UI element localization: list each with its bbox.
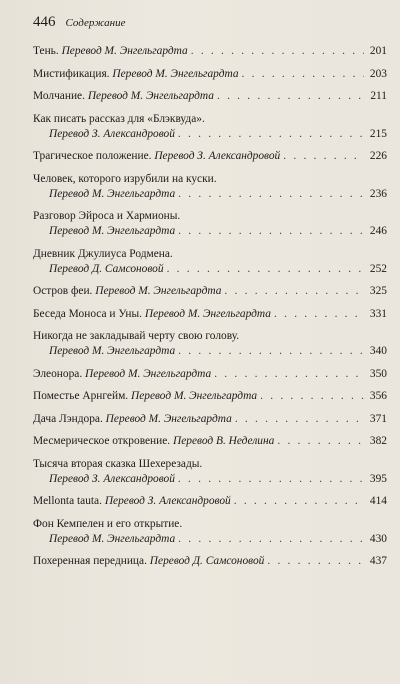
entry-page-number: 246	[369, 225, 387, 237]
entry-translator: Перевод З. Александровой	[49, 472, 175, 485]
entry-translator: Перевод З. Александровой	[154, 150, 281, 162]
dot-leader	[217, 89, 364, 104]
toc-entry-loss-of-breath	[33, 554, 387, 569]
entry-translator: Перевод В. Неделина	[173, 435, 275, 447]
entry-title: Mellonta tauta.	[33, 495, 105, 507]
dot-leader	[242, 67, 364, 82]
table-of-contents	[33, 44, 387, 577]
dot-leader	[234, 494, 364, 509]
entry-page-number: 252	[369, 262, 387, 275]
running-head: Содержание	[65, 17, 126, 29]
entry-translator: Перевод М. Энгельгардта	[112, 67, 239, 80]
entry-page-number: 325	[369, 285, 387, 297]
entry-translator: Перевод З. Александровой	[104, 495, 231, 507]
entry-translator: Перевод М. Энгельгардта	[49, 225, 176, 237]
toc-entry-mesmeric	[33, 434, 387, 449]
entry-page-number: 215	[369, 127, 387, 140]
toc-entry-used-up-man	[33, 172, 387, 202]
dot-leader	[178, 344, 364, 359]
entry-title: Фон Кемпелен и его открытие.	[33, 517, 183, 530]
entry-page-number: 211	[370, 90, 387, 102]
entry-page-number: 226	[369, 150, 387, 162]
toc-entry-julius-rodman	[33, 247, 387, 277]
entry-title: Человек, которого изрубили на куски.	[33, 172, 217, 185]
dot-leader	[224, 284, 364, 299]
entry-translator: Перевод М. Энгельгардта	[130, 390, 258, 402]
entry-title: Месмерическое откровение.	[33, 435, 174, 447]
entry-page-number: 201	[369, 45, 387, 57]
entry-page-number: 356	[369, 390, 387, 402]
toc-entry-monos-una	[33, 307, 387, 322]
dot-leader	[277, 434, 364, 449]
page-header	[33, 14, 126, 31]
entry-title: Как писать рассказ для «Блэквуда».	[33, 112, 205, 125]
toc-entry-arnheim	[33, 389, 387, 404]
entry-page-number: 236	[369, 187, 387, 200]
entry-title: Беседа Моноса и Уны.	[33, 307, 145, 320]
toc-entry-shadow	[33, 44, 387, 59]
entry-page-number: 414	[369, 495, 387, 507]
dot-leader	[178, 532, 364, 547]
entry-page-number: 340	[369, 345, 387, 357]
entry-translator: Перевод М. Энгельгардта	[105, 412, 232, 425]
entry-title: Тысяча вторая сказка Шехерезады.	[33, 457, 203, 470]
toc-entry-predicament	[33, 149, 387, 164]
entry-title: Дача Лэндора.	[33, 412, 106, 425]
toc-entry-landor	[33, 412, 387, 427]
toc-entry-eiros-charmion	[33, 209, 387, 239]
dot-leader	[191, 44, 364, 59]
dot-leader	[178, 224, 364, 239]
dot-leader	[274, 307, 364, 322]
entry-title: Тень.	[33, 45, 62, 57]
entry-translator: Перевод Д. Самсоновой	[149, 555, 265, 567]
entry-page-number: 382	[369, 435, 387, 447]
toc-entry-island-fay	[33, 284, 387, 299]
toc-entry-mellonta-tauta	[33, 494, 387, 509]
entry-translator: Перевод М. Энгельгардта	[144, 307, 271, 320]
dot-leader	[178, 127, 364, 142]
entry-translator: Перевод М. Энгельгардта	[85, 367, 212, 380]
entry-title: Мистификация.	[33, 67, 113, 80]
toc-entry-eleonora	[33, 367, 387, 382]
entry-title: Элеонора.	[33, 367, 86, 380]
entry-translator: Перевод М. Энгельгардта	[49, 345, 176, 357]
entry-translator: Перевод Д. Самсоновой	[49, 262, 164, 275]
entry-title: Молчание.	[33, 90, 88, 102]
entry-page-number: 371	[369, 412, 387, 425]
entry-title: Дневник Джулиуса Родмена.	[33, 247, 173, 260]
entry-page-number: 395	[369, 472, 387, 485]
dot-leader	[214, 367, 364, 382]
entry-title: Остров феи.	[33, 285, 96, 297]
entry-translator: Перевод З. Александровой	[49, 127, 175, 140]
dot-leader	[260, 389, 364, 404]
entry-translator: Перевод М. Энгельгардта	[87, 90, 214, 102]
page-number: 446	[33, 14, 56, 30]
entry-page-number: 437	[369, 555, 387, 567]
entry-page-number: 430	[369, 532, 387, 545]
dot-leader	[235, 412, 364, 427]
entry-translator: Перевод М. Энгельгардта	[49, 532, 176, 545]
entry-translator: Перевод М. Энгельгардта	[49, 187, 176, 200]
dot-leader	[267, 554, 364, 569]
dot-leader	[178, 187, 364, 202]
entry-page-number: 203	[369, 67, 387, 80]
toc-entry-never-bet	[33, 329, 387, 359]
dot-leader	[283, 149, 364, 164]
dot-leader	[178, 472, 364, 487]
entry-page-number: 331	[369, 307, 387, 320]
toc-entry-von-kempelen	[33, 517, 387, 547]
toc-entry-scheherazade	[33, 457, 387, 487]
entry-title: Трагическое положение.	[33, 150, 155, 162]
toc-entry-mystification	[33, 67, 387, 82]
entry-title: Поместье Арнгейм.	[33, 390, 131, 402]
entry-page-number: 350	[369, 367, 387, 380]
entry-title: Никогда не закладывай черту свою голову.	[33, 330, 240, 342]
entry-title: Разговор Эйроса и Хармионы.	[33, 210, 181, 222]
toc-entry-blackwood	[33, 112, 387, 142]
dot-leader	[167, 262, 364, 277]
entry-title: Похеренная передница.	[33, 555, 150, 567]
toc-entry-silence	[33, 89, 387, 104]
entry-translator: Перевод М. Энгельгардта	[95, 285, 222, 297]
entry-translator: Перевод М. Энгельгардта	[61, 45, 188, 57]
